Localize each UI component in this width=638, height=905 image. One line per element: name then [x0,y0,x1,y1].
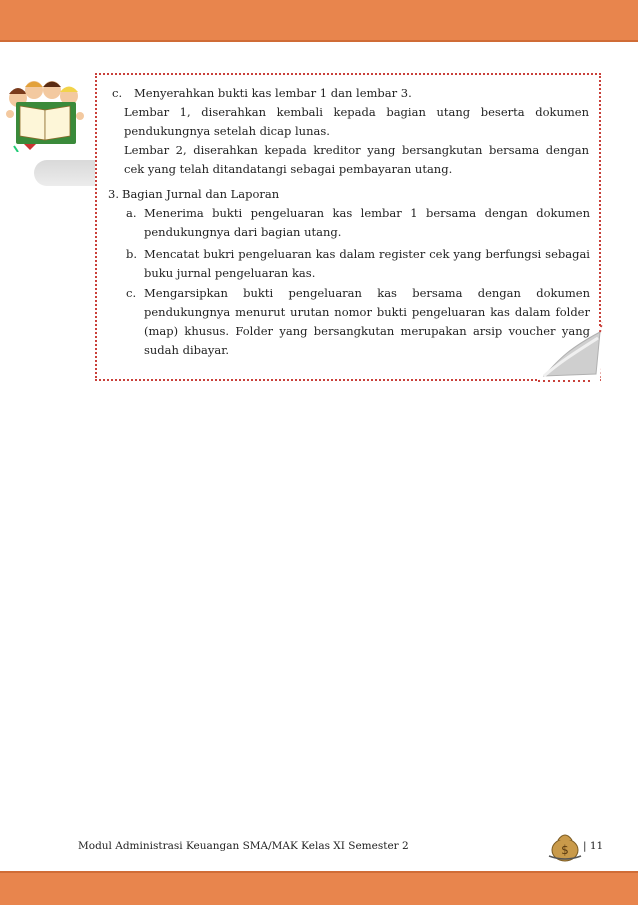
sub-a-text: Menerima bukti pengeluaran kas lembar 1 bersama dengan dokumen pendukungnya dari bagian utang. [144,206,590,239]
sub-b-label: b. [126,247,138,261]
footer-module-title: Modul Administrasi Keuangan SMA/MAK Kelas XI Semester 2 [78,840,409,852]
lembar-1-text: Lembar 1, diserahkan kembali kepada bagian utang beserta dokumen pendukungnya setelah dicap lunas. [124,105,589,138]
top-header-band [0,0,638,42]
item-c-label: c. [112,86,123,100]
section-3-label: 3. [108,187,119,201]
section-3-title: Bagian Jurnal dan Laporan [122,187,280,201]
page-number: | 11 [583,840,604,852]
bottom-footer-band [0,871,638,905]
children-reading-book-illustration [4,70,86,152]
sub-a-label: a. [126,206,137,220]
svg-text:$: $ [561,843,569,857]
sub-c-text: Mengarsipkan bukti pengeluaran kas bersama dengan dokumen pendukungnya menurut urutan nomor bukti pengeluaran kas dalam folder (map) khusus. Folder yang bersangkutan merupakan arsip voucher yang sudah dibayar. [144,286,590,357]
lembar-2-text: Lembar 2, diserahkan kepada kreditor yang bersangkutan bersama dengan cek yang telah ditandatangi sebagai pembayaran utang. [124,143,589,176]
sub-c-label: c. [126,286,137,300]
item-c-text: Menyerahkan bukti kas lembar 1 dan lembar 3. [134,86,412,100]
sub-b-text: Mencatat bukri pengeluaran kas dalam register cek yang berfungsi sebagai buku jurnal pengeluaran kas. [144,247,590,280]
money-bag-logo-icon [545,826,585,862]
